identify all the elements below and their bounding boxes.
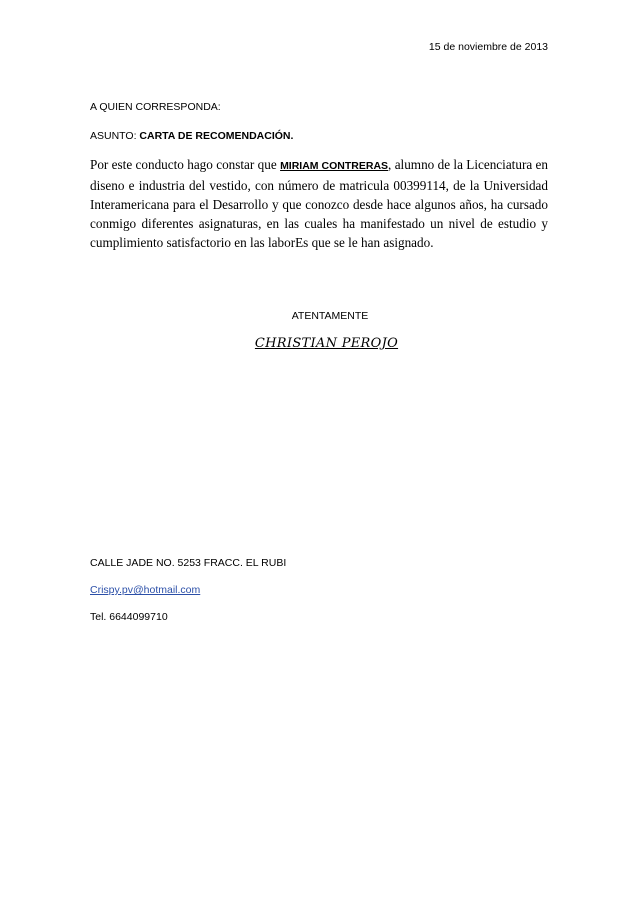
letter-body <box>90 155 548 252</box>
letter-subject <box>90 130 293 142</box>
letter-greeting: A QUIEN CORRESPONDA: <box>90 101 221 113</box>
body-intro: Por este conducto hago constar que <box>90 157 281 172</box>
subject-value: CARTA DE RECOMENDACIÓN. <box>139 130 294 142</box>
letter-date: 15 de noviembre de 2013 <box>428 41 548 53</box>
signature-name: CHRISTIAN PEROJO <box>254 336 399 351</box>
student-name: MIRIAM CONTRERAS <box>280 160 389 172</box>
contact-address: CALLE JADE NO. 5253 FRACC. EL RUBI <box>90 557 287 569</box>
letter-closing: ATENTAMENTE <box>291 310 369 322</box>
contact-email-link[interactable]: Crispy.pv@hotmail.com <box>90 584 201 596</box>
body-rest: , alumno de la Licenciatura en diseno e industria del vestido, con número de matricula 00399114, de la Universidad Interamericana para el Desarrollo y que conozco desde hace algunos años, ha cursado conmigo diferentes asignaturas, en las cuales ha manifestado un nivel de estudio y cumplimiento satisfactorio en las laborEs que se le han asignado. <box>90 157 548 250</box>
subject-label: ASUNTO: <box>90 130 140 142</box>
contact-phone: Tel. 6644099710 <box>90 611 168 623</box>
